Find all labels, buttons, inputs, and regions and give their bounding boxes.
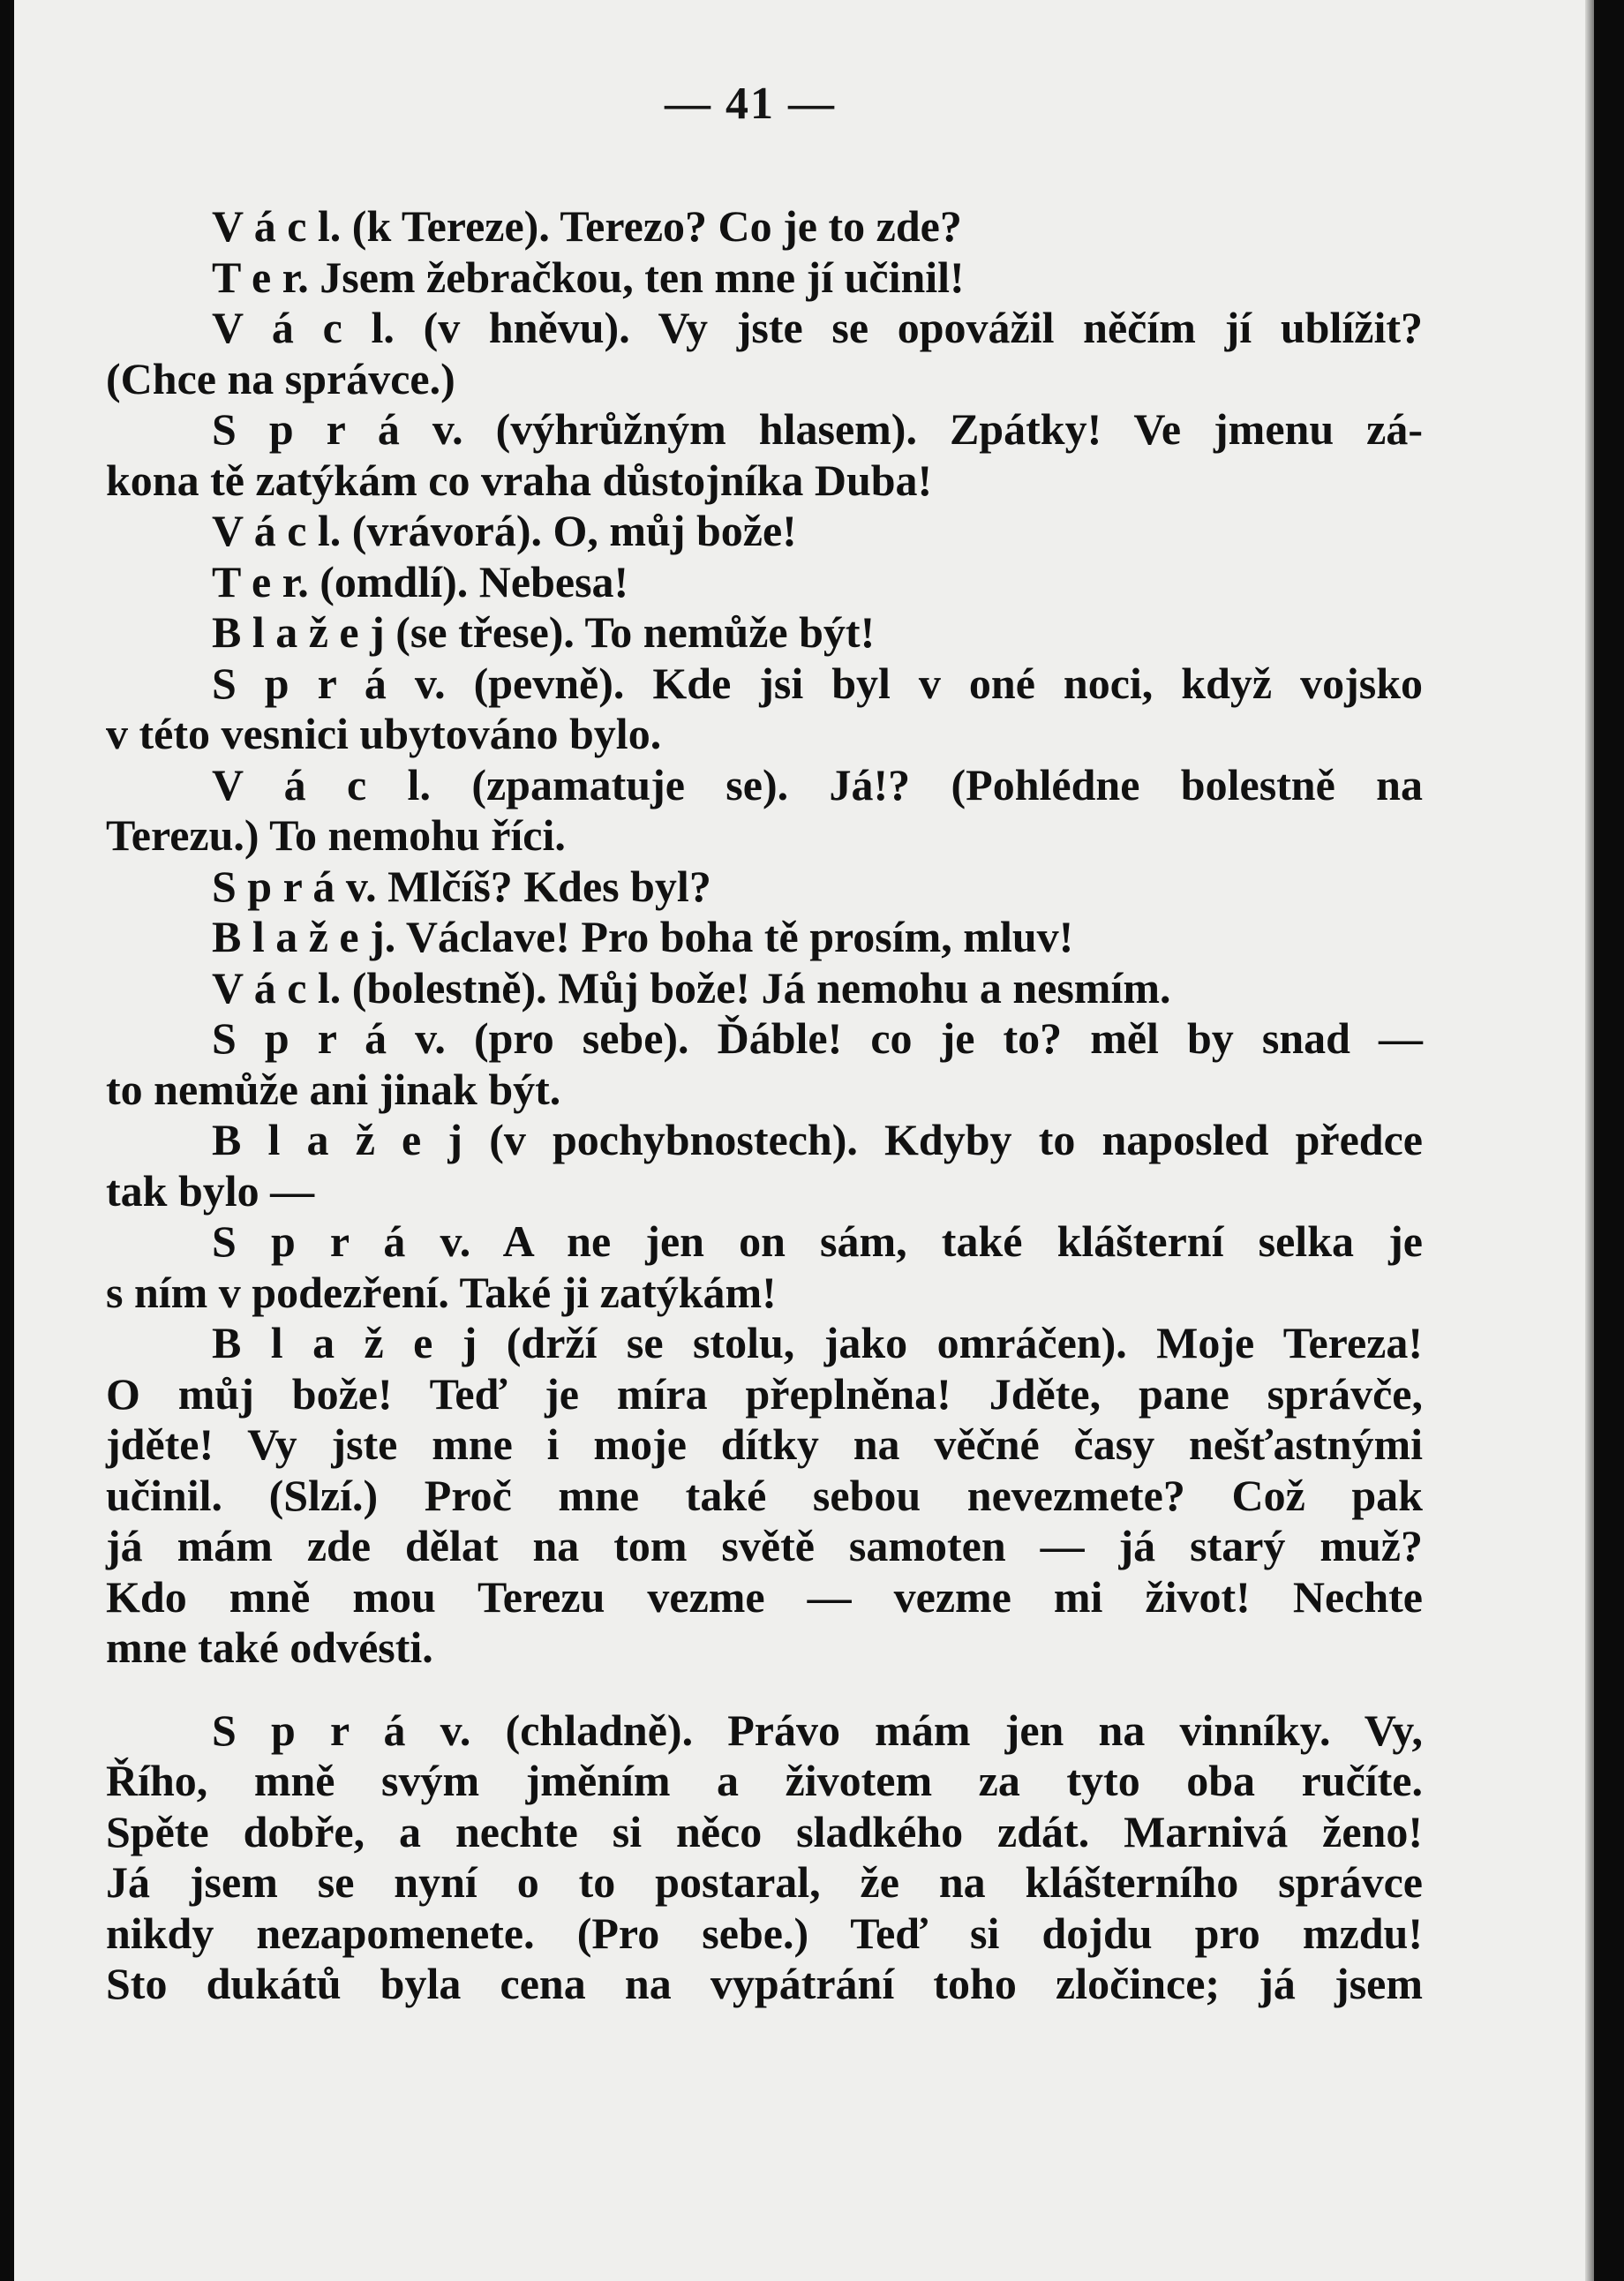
text-line: B l a ž e j (v pochybnostech). Kdyby to naposled předce <box>212 1115 1423 1164</box>
text-line: B l a ž e j (se třese). To nemůže být! <box>212 607 876 657</box>
text-line: O můj bože! Teď je míra přeplněna! Jděte, pane správče, <box>106 1368 1423 1419</box>
text-line: T e r. (omdlí). Nebesa! <box>212 556 629 606</box>
text-line: B l a ž e j (drží se stolu, jako omráčen). Moje Tereza! <box>212 1318 1423 1367</box>
text-line: s ním v podezření. Také ji zatýkám! <box>106 1267 777 1317</box>
text-line: S p r á v. (pro sebe). Ďáble! co je to? měl by snad — <box>212 1013 1423 1063</box>
page-left-edge-shadow <box>0 0 14 2281</box>
text-line: tak bylo — <box>106 1165 315 1216</box>
text-line: Terezu.) To nemohu říci. <box>106 810 566 860</box>
text-line: V á c l. (vrávorá). O, můj bože! <box>212 506 797 555</box>
page-right-fold <box>1585 0 1594 2281</box>
text-line: (Chce na správce.) <box>106 353 455 403</box>
text-line: S p r á v. (chladně). Právo mám jen na vinníky. Vy, <box>212 1705 1423 1755</box>
text-line: to nemůže ani jinak být. <box>106 1064 561 1114</box>
text-line: T e r. Jsem žebračkou, ten mne jí učinil! <box>212 252 965 302</box>
text-line: V á c l. (k Tereze). Terezo? Co je to zde? <box>212 201 962 251</box>
text-line: Spěte dobře, a nechte si něco sladkého zdát. Marnivá ženo! <box>106 1806 1423 1856</box>
text-line: učinil. (Slzí.) Proč mne také sebou nevezmete? Což pak <box>106 1470 1423 1520</box>
text-line: S p r á v. (výhrůžným hlasem). Zpátky! Ve jmenu zá- <box>212 404 1423 454</box>
text-line: kona tě zatýkám co vraha důstojníka Duba! <box>106 455 933 505</box>
text-line: mne také odvésti. <box>106 1622 433 1672</box>
text-line: S p r á v. A ne jen on sám, také klášterní selka je <box>212 1216 1423 1266</box>
text-line: Já jsem se nyní o to postaral, že na klášterního správce <box>106 1857 1423 1907</box>
paragraph-gap <box>106 1674 1423 1705</box>
text-line: v této vesnici ubytováno bylo. <box>106 709 662 758</box>
text-line: V á c l. (zpamatuje se). Já!? (Pohlédne bolestně na <box>212 759 1423 809</box>
text-line: Kdo mně mou Terezu vezme — vezme mi život! Nechte <box>106 1571 1423 1622</box>
text-line: S p r á v. Mlčíš? Kdes byl? <box>212 861 711 911</box>
page-right-edge-shadow <box>1594 0 1624 2281</box>
text-line: já mám zde dělat na tom světě samoten — já starý muž? <box>106 1521 1423 1570</box>
page-body-text <box>106 201 1423 2010</box>
text-line: Sto dukátů byla cena na vypátrání toho zločince; já jsem <box>106 1959 1423 2008</box>
text-line: B l a ž e j. Václave! Pro boha tě prosím, mluv! <box>212 912 1074 961</box>
text-line: nikdy nezapomenete. (Pro sebe.) Teď si dojdu pro mzdu! <box>106 1908 1423 1958</box>
text-line: V á c l. (bolestně). Můj bože! Já nemohu a nesmím. <box>212 962 1171 1013</box>
text-line: V á c l. (v hněvu). Vy jste se opovážil něčím jí ublížit? <box>212 303 1423 352</box>
page-number: — 41 — <box>665 79 836 129</box>
text-line: Řího, mně svým jměním a životem za tyto oba ručíte. <box>106 1756 1423 1805</box>
text-line: jděte! Vy jste mne i moje dítky na věčné časy nešťastnými <box>106 1419 1423 1469</box>
text-line: S p r á v. (pevně). Kde jsi byl v oné noci, když vojsko <box>212 658 1423 708</box>
